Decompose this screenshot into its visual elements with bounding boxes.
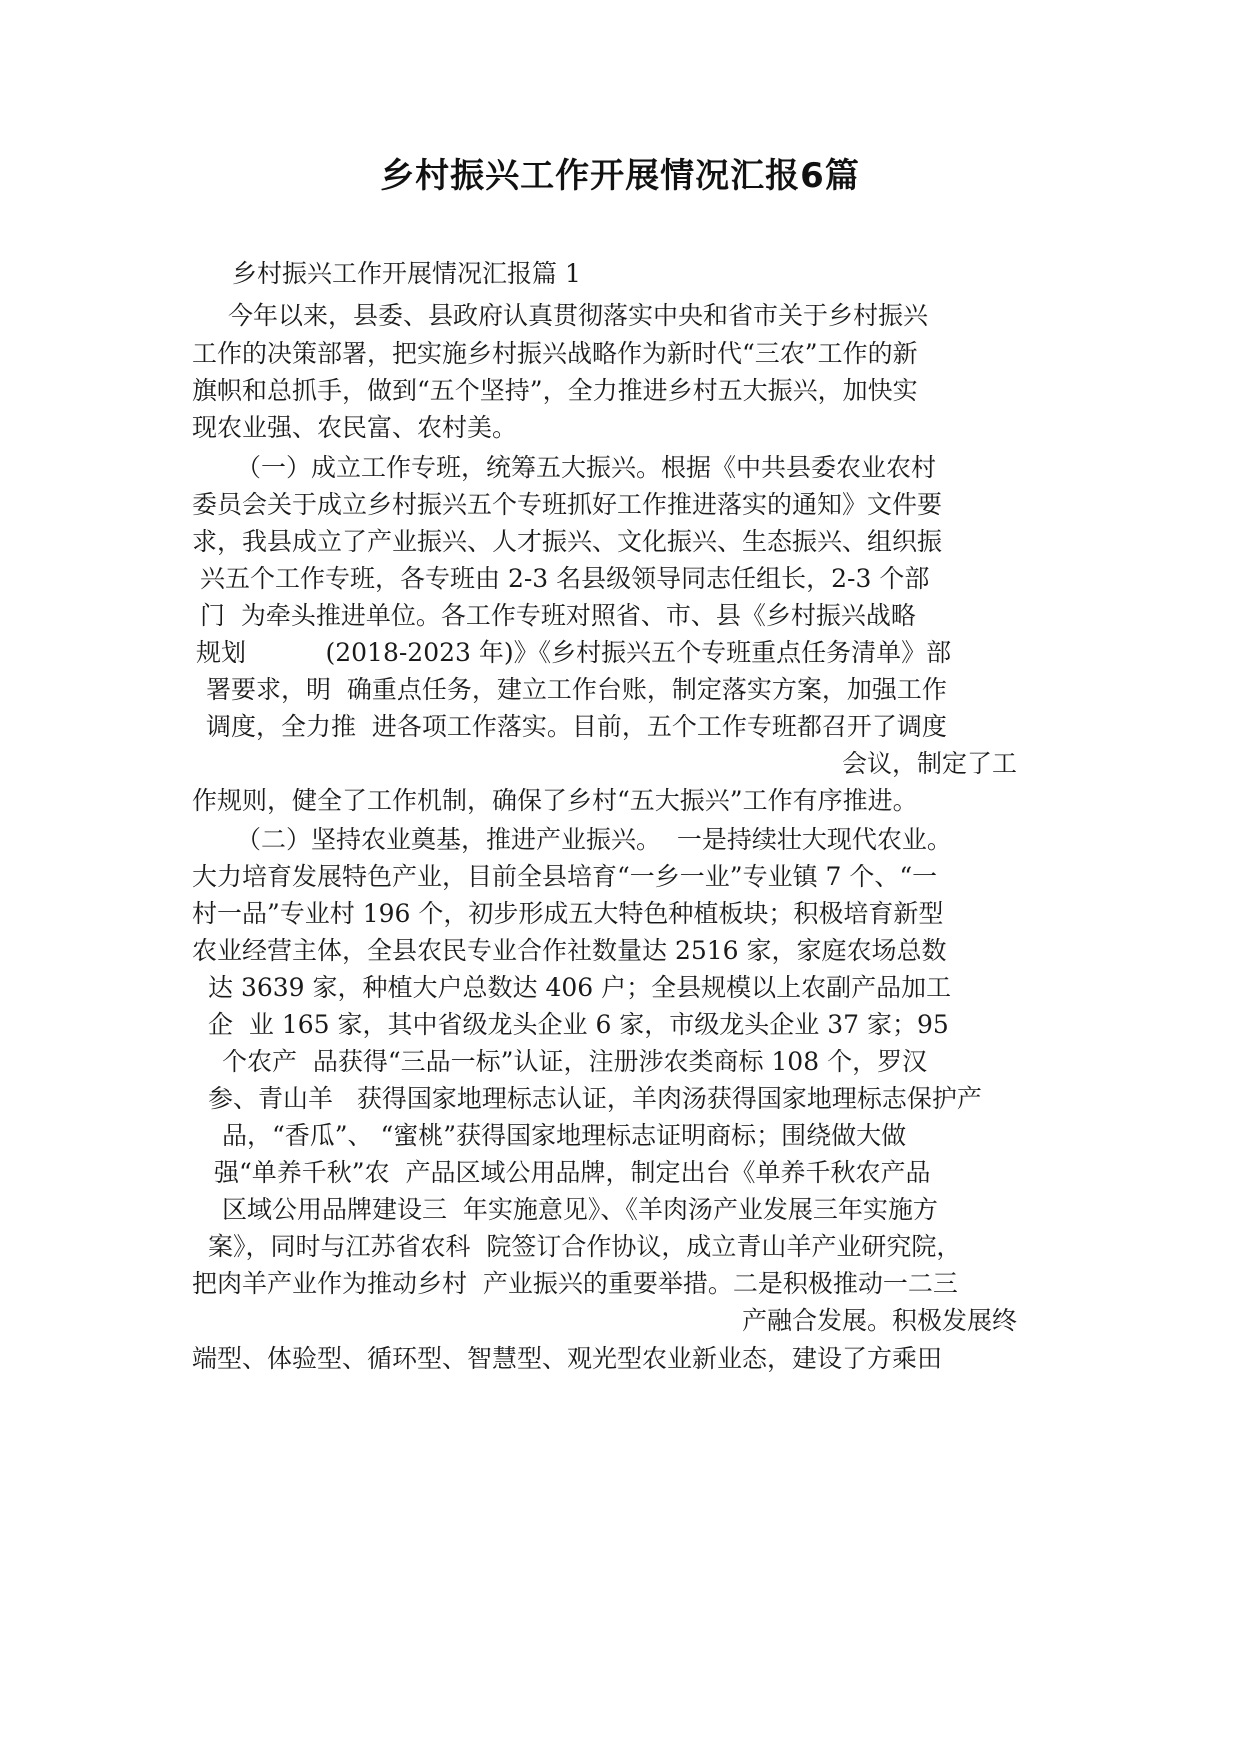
text-line: 个农产 品获得“三品一标”认证，注册涉农类商标 108 个，罗汉 <box>222 1047 928 1076</box>
text-line: （一）成立工作专班，统筹五大振兴。根据《中共县委农业农村 <box>236 453 937 482</box>
text-line: 把肉羊产业作为推动乡村 产业振兴的重要举措。二是积极推动一二三 <box>192 1269 958 1298</box>
text-line: 强“单养千秋”农 产品区域公用品牌，制定出台《单养千秋农产品 <box>214 1158 931 1187</box>
document-title: 乡村振兴工作开展情况汇报6篇 <box>380 156 860 196</box>
text-line: 村一品”专业村 196 个，初步形成五大特色种植板块；积极培育新型 <box>192 899 944 928</box>
text-line: 求，我县成立了产业振兴、人才振兴、文化振兴、生态振兴、组织振 <box>192 527 943 556</box>
text-line: 品，“香瓜”、 “蜜桃”获得国家地理标志证明商标；围绕做大做 <box>222 1121 907 1150</box>
text-line: 委员会关于成立乡村振兴五个专班抓好工作推进落实的通知》文件要 <box>192 490 943 519</box>
text-line: 企 业 165 家，其中省级龙头企业 6 家，市级龙头企业 37 家；95 <box>208 1010 949 1039</box>
text-line: 调度，全力推 进各项工作落实。目前，五个工作专班都召开了调度 <box>206 712 947 741</box>
text-line: 旗帜和总抓手，做到“五个坚持”，全力推进乡村五大振兴，加快实 <box>192 376 918 405</box>
text-line: 区域公用品牌建设三 年实施意见》、《羊肉汤产业发展三年实施方 <box>222 1195 938 1224</box>
section-heading: 乡村振兴工作开展情况汇报篇 1 <box>232 259 581 288</box>
text-line: 门 为牵头推进单位。各工作专班对照省、市、县《乡村振兴战略 <box>200 601 916 630</box>
text-line: 端型、体验型、循环型、智慧型、观光型农业新业态，建设了方乘田 <box>192 1344 943 1373</box>
text-line: 大力培育发展特色产业，目前全县培育“一乡一业”专业镇 7 个、“一 <box>192 862 938 891</box>
text-line: 兴五个工作专班，各专班由 2-3 名县级领导同志任组长，2-3 个部 <box>200 564 930 593</box>
text-line: 工作的决策部署，把实施乡村振兴战略作为新时代“三农”工作的新 <box>192 339 918 368</box>
text-line: 规划 (2018-2023 年)》《乡村振兴五个专班重点任务清单》部 <box>196 638 952 667</box>
text-line: 现农业强、农民富、农村美。 <box>192 413 518 442</box>
text-line: 达 3639 家，种植大户总数达 406 户；全县规模以上农副产品加工 <box>208 973 952 1002</box>
text-line: 署要求，明 确重点任务，建立工作台账，制定落实方案，加强工作 <box>206 675 947 704</box>
text-line: 作规则，健全了工作机制，确保了乡村“五大振兴”工作有序推进。 <box>192 786 918 815</box>
text-line: 农业经营主体，全县农民专业合作社数量达 2516 家，家庭农场总数 <box>192 936 947 965</box>
text-line: 参、青山羊 获得国家地理标志认证，羊肉汤获得国家地理标志保护产 <box>208 1084 982 1113</box>
text-line: 会议，制定了工 <box>842 749 1018 778</box>
text-line: （二）坚持农业奠基，推进产业振兴。 一是持续壮大现代农业。 <box>236 825 952 854</box>
text-line: 今年以来，县委、县政府认真贯彻落实中央和省市关于乡村振兴 <box>228 301 929 330</box>
text-line: 产融合发展。积极发展终 <box>742 1306 1018 1335</box>
text-line: 案》，同时与江苏省农科 院签订合作协议，成立青山羊产业研究院， <box>208 1232 962 1261</box>
